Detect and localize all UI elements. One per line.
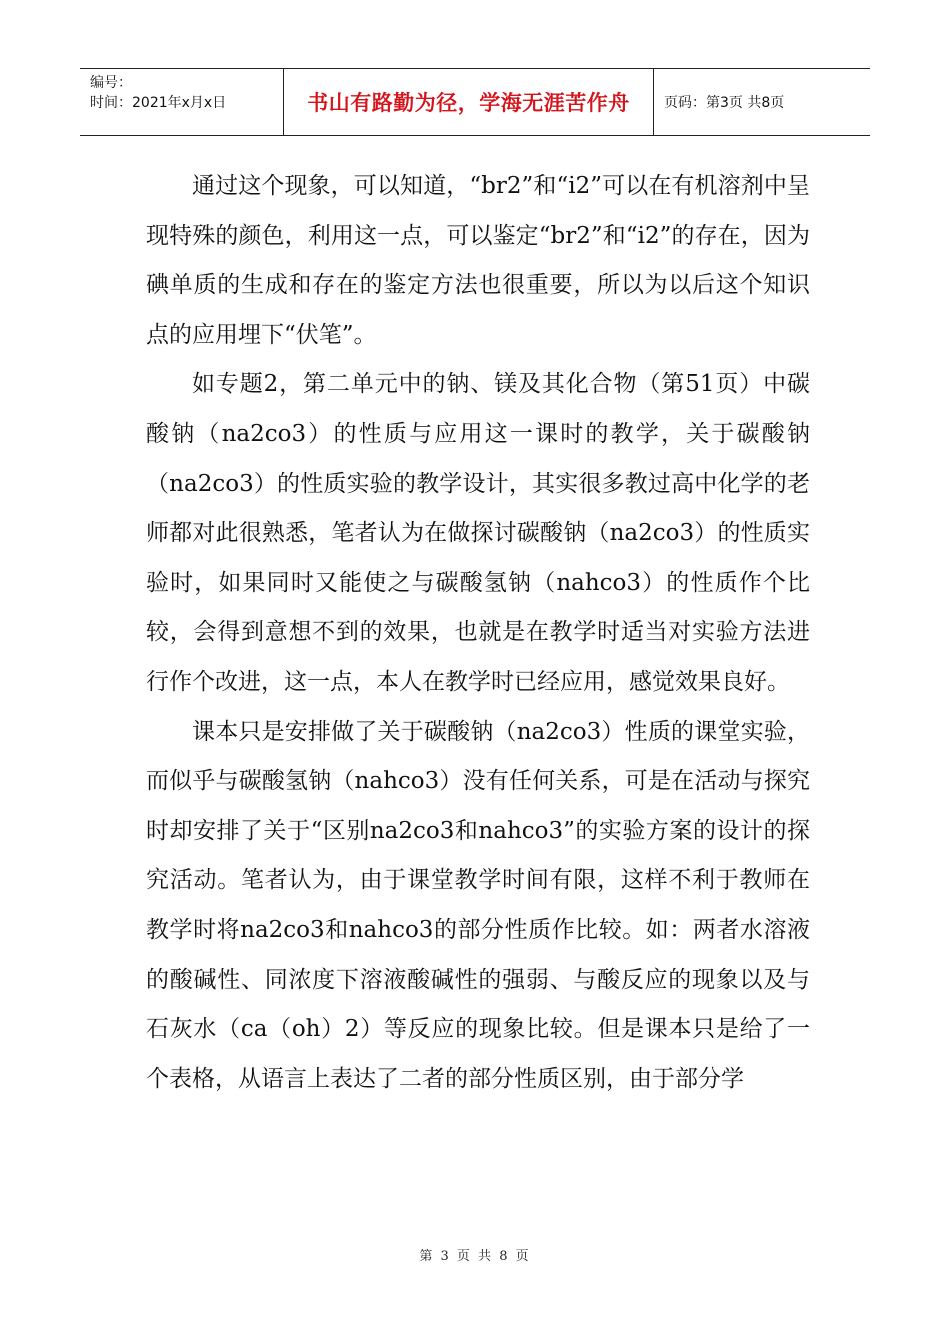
header-meta xyxy=(80,69,284,135)
header-page-info: 页码：第3页 共8页 xyxy=(664,95,785,111)
page-footer: 第 3 页 共 8 页 xyxy=(419,1249,531,1264)
paragraph: 课本只是安排做了关于碳酸钠（na2co3）性质的课堂实验，而似乎与碳酸氢钠（nahco3）没有任何关系，可是在活动与探究时却安排了关于“区别na2co3和nahco3”的实验方案的设计的探究活动。笔者认为，由于课堂教学时间有限，这样不利于教师在教学时将na2co3和nahco3的部分性质作比较。如：两者水溶液的酸碱性、同浓度下溶液酸碱性的强弱、与酸反应的现象以及与石灰水（ca（oh）2）等反应的现象比较。但是课本只是给了一个表格，从语言上表达了二者的部分性质区别，由于部分学 xyxy=(146,718,810,1092)
paragraph: 通过这个现象，可以知道，“br2”和“i2”可以在有机溶剂中呈现特殊的颜色，利用这一点，可以鉴定“br2”和“i2”的存在，因为碘单质的生成和存在的鉴定方法也很重要，所以为以后这个知识点的应用埋下“伏笔”。 xyxy=(146,173,810,348)
document-number-label: 编号： xyxy=(90,75,132,91)
document-body xyxy=(146,162,810,1104)
page-header xyxy=(80,68,870,136)
header-motto: 书山有路勤为径，学海无涯苦作舟 xyxy=(284,69,654,135)
paragraph: 如专题2，第二单元中的钠、镁及其化合物（第51页）中碳酸钠（na2co3）的性质与应用这一课时的教学，关于碳酸钠（na2co3）的性质实验的教学设计，其实很多教过高中化学的老师都对此很熟悉，笔者认为在做探讨碳酸钠（na2co3）的性质实验时，如果同时又能使之与碳酸氢钠（nahco3）的性质作个比较，会得到意想不到的效果，也就是在教学时适当对实验方法进行作个改进，这一点，本人在教学时已经应用，感觉效果良好。 xyxy=(146,371,810,695)
document-time-label: 时间：2021年x月x日 xyxy=(90,95,227,111)
